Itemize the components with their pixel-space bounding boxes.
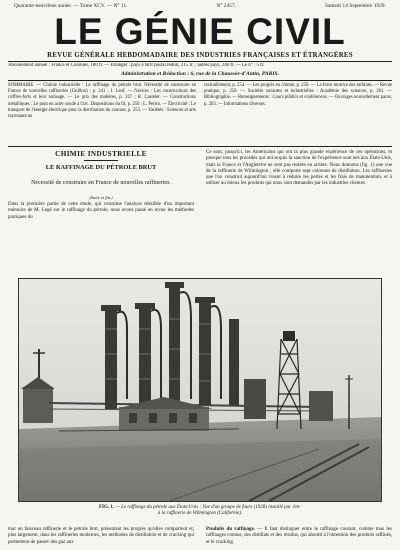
subscription-line: Abonnement annuel : France et Colonies, 180 fr. — Étranger : pays à tarif postal réduit, 215 fr. ; autres pays, 240 fr. — Le n° : 5 fr. xyxy=(8,63,265,68)
volume-info: Quarante-neuvième année. — Tome XCV. — N° 11. xyxy=(14,3,128,9)
figure-caption xyxy=(14,505,386,517)
summary-rule xyxy=(8,146,392,147)
summary-right: ravitaillement, p. 254. — Les progrès en chimie, p. 256. — La force motrice des turbines. — Revue pratique, p. 258. — Sociétés savantes et industrielles : Académie des sciences, p. 261. — Bibliographie. — Renseignements : Cours publics et conférences. — Ouvrages nouvellement parus, p. 263. — Informations diverses. xyxy=(204,83,392,107)
bottom-left-text: tout un faisceau raffinerie et le pétrole brut, présentant les progrès qu'elles comportent et, plus largement, dans les raffineries modernes, les méthodes de distillation et de cracking qui permettent de passer des gaz aux xyxy=(8,527,194,545)
article-author: (Suite et fin.) xyxy=(89,195,113,200)
article-subtitle: Nécessité de construire en France de nouvelles raffineries. xyxy=(31,180,171,186)
header-rule xyxy=(8,61,392,62)
section-rule xyxy=(84,160,118,161)
article-title: LE RAFFINAGE DU PÉTROLE BRUT xyxy=(45,164,157,171)
masthead-title: LE GÉNIE CIVIL xyxy=(54,11,346,52)
figure-caption-text-2: à la raffinerie de Wilmington (Californie). xyxy=(157,511,243,517)
bottom-right-body: — Il faut distinguer entre le raffinage courant, comme tous les raffinages connus, des distillats et des résidus, qui aboutit à l'obtention des produits raffinés, et le cracking. xyxy=(206,527,392,545)
figure-number: FIG. 1. xyxy=(99,505,115,510)
refinery-photo-illustration xyxy=(19,279,381,501)
figure-caption-text: — Le raffinage du pétrole aux États-Unis : Vue d'un groupe de fours (1928) installé par Jen- xyxy=(115,505,301,510)
summary-box xyxy=(8,83,392,143)
refinery-photo xyxy=(18,278,382,502)
administration-line: Administration et Rédaction : 6, rue de la Chaussée-d'Antin, PARIS. xyxy=(120,71,280,77)
section-title: CHIMIE INDUSTRIELLE xyxy=(55,150,147,158)
bottom-right-title: Produits du raffinage. xyxy=(206,527,255,532)
article-intro: Dans la première partie de cette étude, qui constitue l'analyse détaillée d'un important mémoire de M. Legé sur le raffinage du pétrole, nous avons passé en revue les méthodes pratiques du xyxy=(8,202,194,220)
issue-number: N° 2457. xyxy=(216,3,237,9)
masthead-subtitle: REVUE GÉNÉRALE HEBDOMADAIRE DES INDUSTRIES FRANÇAISES ET ÉTRANGÈRES xyxy=(47,52,353,59)
header-rule-bottom xyxy=(8,80,392,81)
article-right-column: Ce sont, jusqu'ici, les Américains qui ont la plus grande expérience de ces opérations, et presque tous les procédés qui ont acquis la sanction de l'expérience sont nés aux États-Unis, mais la France et l'Angleterre ne sont pas restées en arrière. Nous donnons (fig. 1) une vue de la raffinerie de Wilmington ; elle comporte sept colonnes de distillation. Les raffineries que l'on construit aujourd'hui visent à réduire les pertes et les frais de manutention, et à utiliser au mieux les produits qui nous sont demandés par les industries clientes. xyxy=(206,150,392,187)
summary-left: SOMMAIRE. — Chimie industrielle : Le raffinage du pétrole brut. Nécessité de construire en France de nouvelles raffineries (Guillon) ; p. 241 ; J. Leuf. — Navires : Les constructions des coffres-forts et leur nolisage. — Le prix des matières, p. 247 ; R. Castelet. — Constructions métalliques : Le pont en acier soudé à l'arc. Dispositions du fil, p. 250 ; L. Perrin. — Électricité : Le transport de l'énergie électrique pour la distribution du courant, p. 253. — Variétés : Sciences et arts rayonnant au xyxy=(8,83,196,120)
bottom-right-text xyxy=(206,527,392,546)
issue-header xyxy=(14,3,386,9)
issue-date: Samedi 14 Septembre 1929. xyxy=(325,3,386,9)
